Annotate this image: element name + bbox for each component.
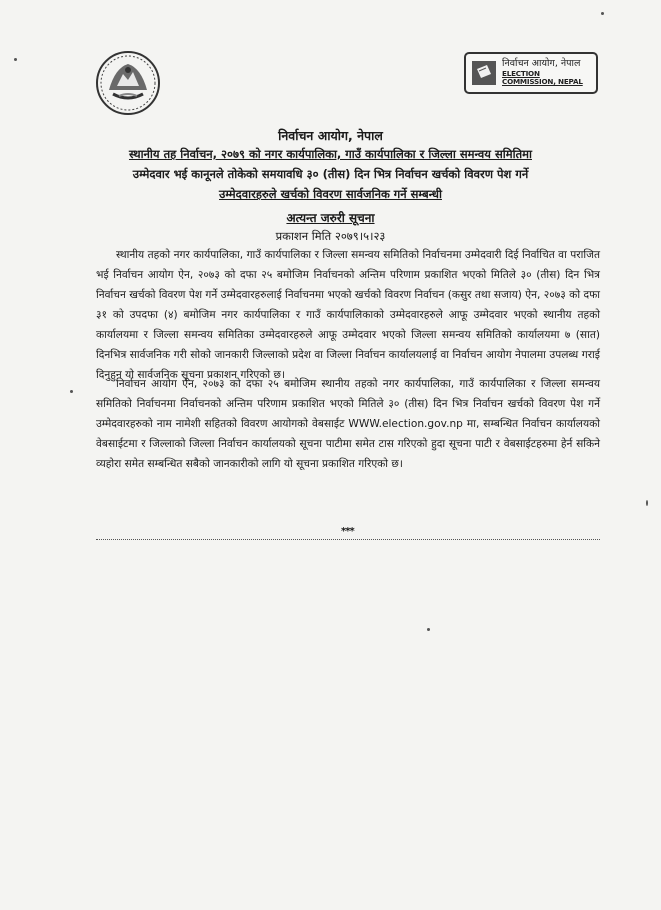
scan-speck [70,390,73,393]
publication-date: प्रकाशन मिति २०७९।५।२३ [275,229,386,243]
logo-text-english: ELECTION COMMISSION, NEPAL [502,69,583,87]
subject-line-3: उम्मेदवारहरुले खर्चको विवरण सार्वजनिक गर्ने सम्बन्धी [219,187,442,201]
subject-line-1: स्थानीय तह निर्वाचन, २०७९ को नगर कार्यपालिका, गाउँ कार्यपालिका र जिल्ला समन्वय समितिमा [128,147,532,161]
scan-speck [14,58,17,61]
nepal-emblem-icon [95,50,161,116]
organization-title: निर्वाचन आयोग, नेपाल [278,128,383,143]
body-paragraph-2: निर्वाचन आयोग ऐन, २०७३ को दफा २५ बमोजिम स्थानीय तहको नगर कार्यपालिका, गाउँ कार्यपालिका र जिल्ला समन्वय समितिको निर्वाचनमा निर्वाचनको अन्तिम परिणाम प्रकाशित भएको मितिले ३० (तीस) दिन भित्र निर्वाचन खर्चको विवरण पेश गर्ने उम्मेदवारहरुको नाम नामेशी सहितको विवरण आयोगको वेबसाईट WWW.election.gov.np मा, सम्बन्धित निर्वाचन कार्यालयको वेबसाईटमा र जिल्लाको जिल्ला निर्वाचन कार्यालयको सूचना पाटीमा समेत टास गरिएको हुदा सूचना पाटी र वेबसाईटहरुमा हेर्न सकिने व्यहोरा समेत सम्बन्धित सबैको जानकारीको लागि यो सूचना प्रकाशित गरिएको छ। [96,378,600,470]
scan-speck [646,500,648,506]
subject-line-2: उम्मेदवार भई कानूनले तोकेको समयावधि ३० (तीस) दिन भित्र निर्वाचन खर्चको विवरण पेश गर्ने [132,167,529,181]
logo-text-nepali: निर्वाचन आयोग, नेपाल [502,58,581,70]
body-paragraph-1: स्थानीय तहको नगर कार्यपालिका, गाउँ कार्यपालिका र जिल्ला समन्वय समितिको निर्वाचनमा उम्मेदवारी दिई निर्वाचित वा पराजित भई निर्वाचन आयोग ऐन, २०७३ को दफा २५ बमोजिम निर्वाचनको अन्तिम परिणाम प्रकाशित भएको मितिले ३० (तीस) दिन भित्र निर्वाचन खर्चको विवरण पेश गर्ने उम्मेदवारहरुलाई निर्वाचनमा भएको खर्चको विवरण निर्वाचन (कसुर तथा सजाय) ऐन, २०७३ को दफा ३१ को उपदफा (४) बमोजिम नगर कार्यपालिका र गाउँ कार्यपालिकाको उम्मेदवारहरुले आफू उम्मेदवार भएको स्थानीय तहको कार्यालयमा र जिल्ला समन्वय समितिका उम्मेदवारहरुले आफू उम्मेदवार भएको जिल्ला समन्वय समितिको कार्यालयमा ७ (सात) दिनभित्र सार्वजनिक गरी सोको जानकारी जिल्लाको प्रदेश वा जिल्ला निर्वाचन कार्यालयलाई वा निर्वाचन आयोग नेपालमा उपलब्ध गराई दिनुहुन यो सार्वजनिक सूचना प्रकाशन गरिएको छ। [96,249,600,381]
scan-speck [427,628,430,631]
ballot-box-icon [470,59,498,87]
election-commission-logo [464,52,598,94]
scan-speck [601,12,604,15]
urgent-notice-title: अत्यन्त जरुरी सूचना [286,211,375,225]
separator-mark: *** [341,526,354,537]
